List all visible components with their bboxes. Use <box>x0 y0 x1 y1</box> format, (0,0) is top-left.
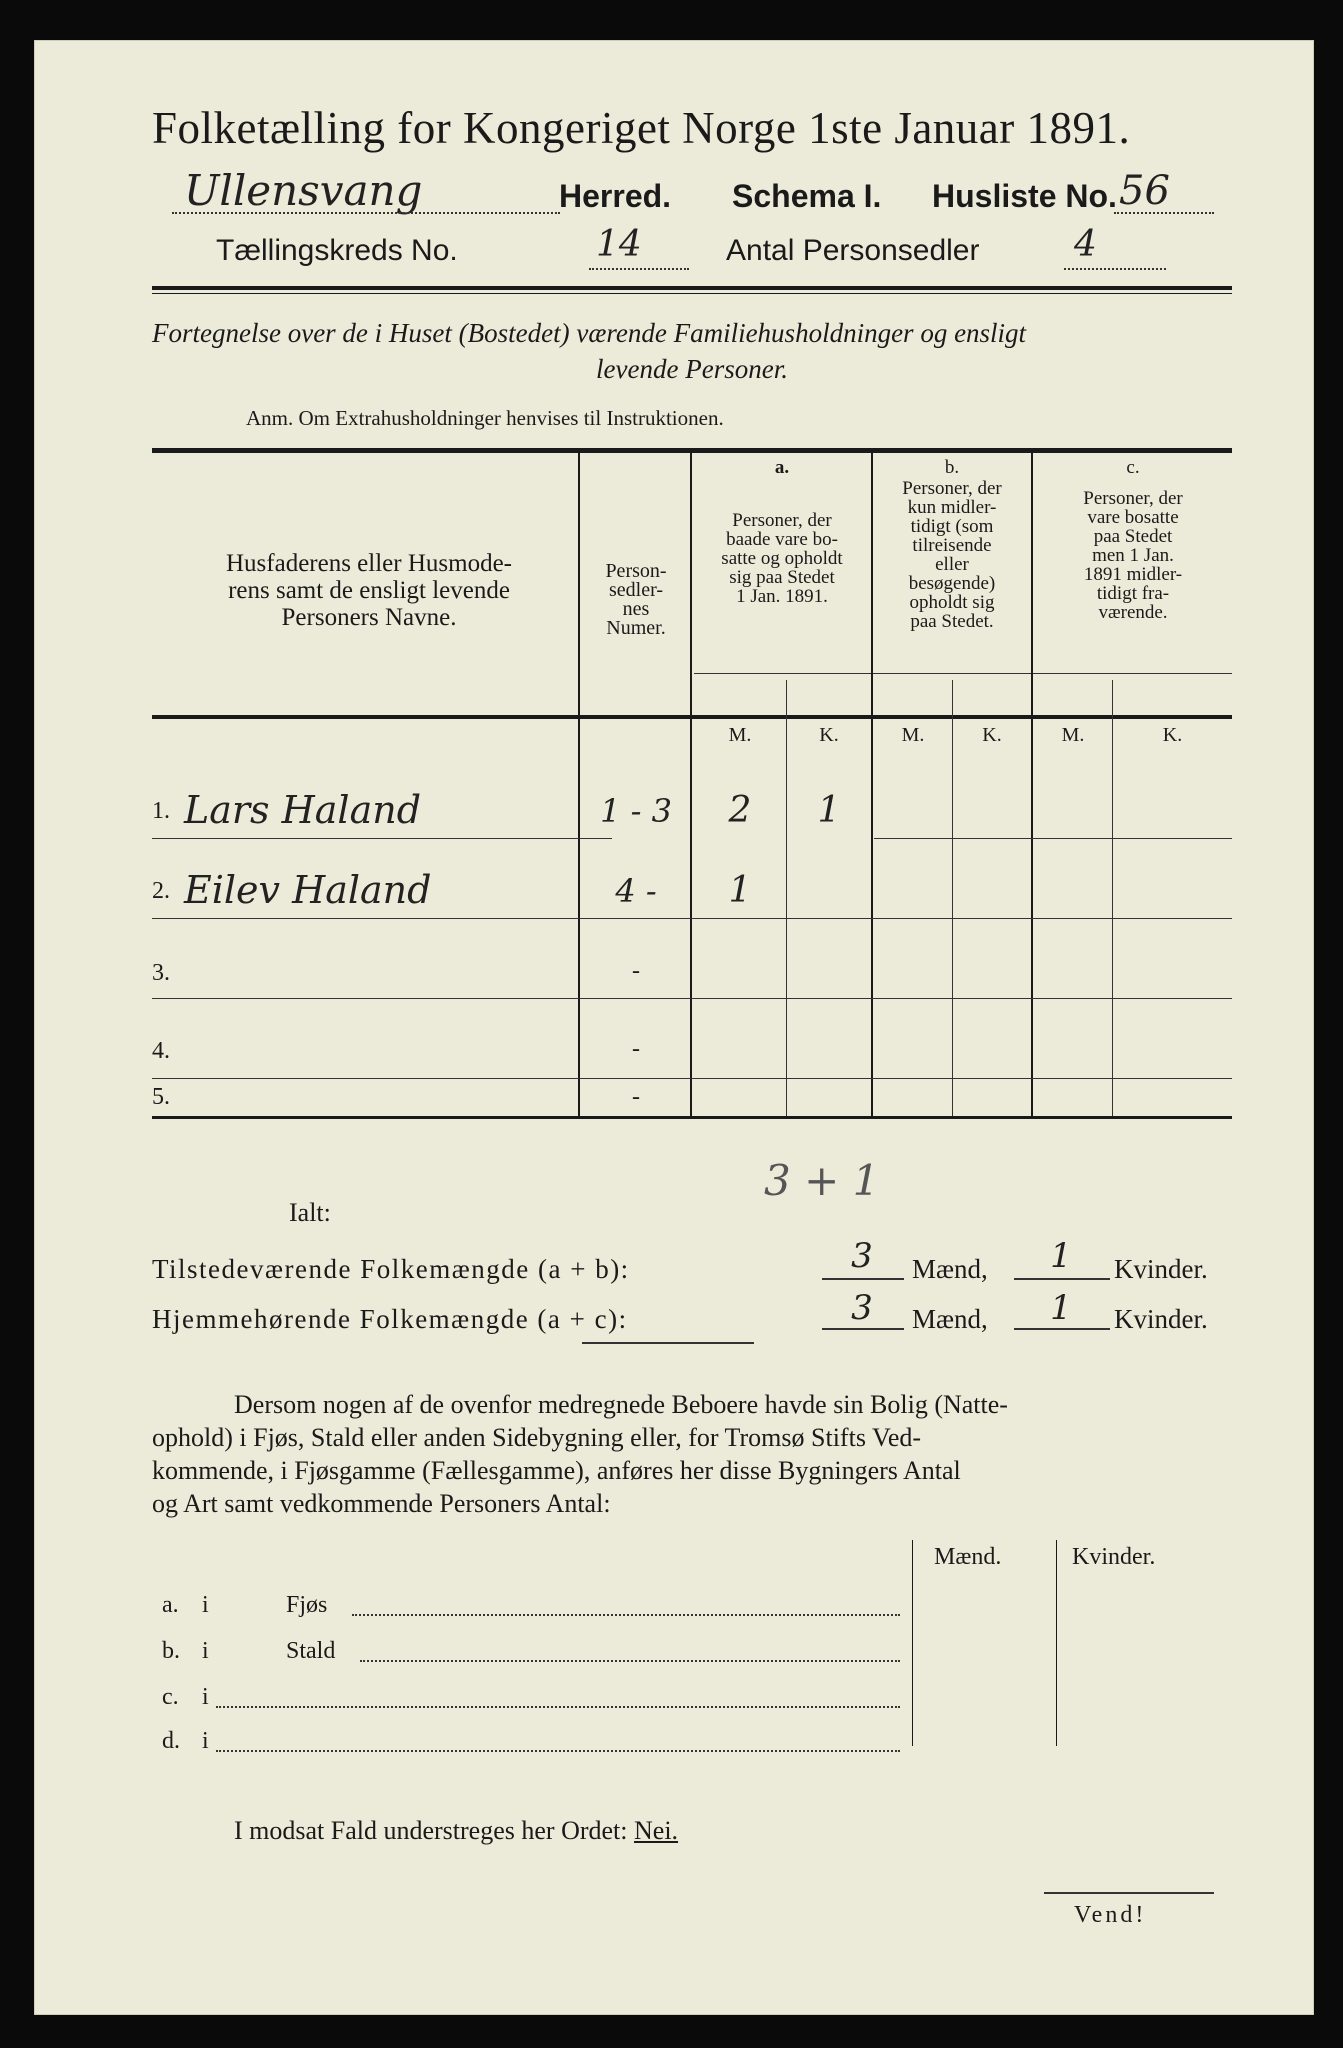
intro-line-2: levende Personer. <box>596 354 788 384</box>
person-name: Eilev Haland <box>184 868 432 912</box>
schema-label: Schema I. <box>732 178 882 214</box>
col-header-names: Husfaderens eller Husmode- rens samt de ensligt levende Personers Navne. <box>225 550 512 631</box>
kreds-number: 14 <box>596 224 642 265</box>
a-m-value: 1 <box>728 870 752 911</box>
personsedler-number: 4 <box>1074 224 1097 265</box>
tilstede-maend-label: Mænd, <box>912 1254 988 1284</box>
person-numer: - <box>632 958 640 984</box>
person-numer: 4 - <box>615 872 657 910</box>
c-k-label: K. <box>1162 724 1183 746</box>
person-numer: - <box>632 1084 640 1110</box>
ialt-label: Ialt: <box>289 1198 331 1227</box>
person-numer: - <box>632 1036 640 1062</box>
hjemme-kvinder-label: Kvinder. <box>1114 1304 1208 1334</box>
form-title: Folketælling for Kongeriget Norge 1ste Januar 1891. <box>152 103 1131 153</box>
census-form-page: Folketælling for Kongeriget Norge 1ste Januar 1891. Ullensvang Herred. Schema I. Husliste No. 56 Tællingskreds No. 14 Antal Personsedler 4 Fortegnelse over de i Huset (Bostedet) værende Familiehusholdninger og ensligt levende Personer. Anm. Om Extrahusholdninger henvises til Instruktionen. Husfaderens eller Husmode- rens samt de ensligt levende Personers Navne. Person- sedler- nes Numer. a. Personer, der baade vare bo- satte og opholdt sig paa Stedet 1 Jan. 1891. b. Personer, der kun midler- tidigt (som tilreisende eller besøgende) opholdt sig paa Stedet. c. Personer, der vare bosatte paa Stedet men 1 Jan. 1891 midler- tidigt fra- værende. M. K. M. K. M. K. 1. Lars Haland 1 - 3 2 1 2. Eilev Haland 4 - 1 3. - 4. - 5. - 3 + 1 Ialt: Tilstedeværende Folkemængde (a + b): 3 Mænd, 1 Kvinder. Hjemmehørende Folkemængde (a + c): 3 Mænd, 1 Kvinder. Dersom nogen af de ovenfor medregnede Beboere havde sin Bolig (Natte- ophold) i Fjøs, Stald eller anden Sidebygning eller, for Tromsø Stifts Ved- kommende, i Fjøsgamme (Fællesgamme), anføres her disse Bygningers Antal og Art samt vedkommende Personers Antal: Mænd. Kvinder. a. i Fjøs b. i Stald c. i d. i I modsat Fald understreges her Ordet: Nei. Vend! <box>34 40 1314 2015</box>
person-numer: 1 - 3 <box>600 792 672 830</box>
vend-label: Vend! <box>1074 1902 1147 1928</box>
col-header-numer: Person- sedler- nes Numer. <box>605 560 667 639</box>
personsedler-label: Antal Personsedler <box>726 234 980 267</box>
tilstede-maend-value: 3 <box>851 1236 873 1276</box>
margin-note: 3 + 1 <box>764 1156 880 1205</box>
person-name: Lars Haland <box>184 788 422 832</box>
a-m-label: M. <box>728 724 752 746</box>
tilstede-label: Tilstedeværende Folkemængde (a + b): <box>152 1254 630 1284</box>
hjemme-kvinder-value: 1 <box>1050 1288 1072 1328</box>
section-divider <box>582 1342 754 1344</box>
hjemme-maend-label: Mænd, <box>912 1304 988 1334</box>
maend-column-header: Mænd. <box>934 1544 1002 1570</box>
col-header-c: c. Personer, der vare bosatte paa Stedet men 1 Jan. 1891 midler- tidigt fra- værende. <box>1083 457 1183 623</box>
col-header-a: a. Personer, der baade vare bo- satte og opholdt sig paa Stedet 1 Jan. 1891. <box>721 457 843 607</box>
b-m-label: M. <box>901 724 925 746</box>
row-number: 5. <box>152 1084 170 1110</box>
b-k-label: K. <box>982 724 1002 746</box>
herred-name: Ullensvang <box>184 166 423 215</box>
row-number: 4. <box>152 1038 170 1064</box>
a-k-label: K. <box>819 724 839 746</box>
husliste-label: Husliste No. <box>932 178 1117 214</box>
kreds-label: Tællingskreds No. <box>216 234 458 267</box>
row-number: 3. <box>152 960 170 986</box>
buildings-paragraph: Dersom nogen af de ovenfor medregnede Beboere havde sin Bolig (Natte- ophold) i Fjøs, Stald eller anden Sidebygning eller, for Tromsø Stifts Ved- kommende, i Fjøsgamme (Fællesgamme), anføres her disse Bygningers Antal og Art samt vedkommende Personers Antal: <box>152 1390 1008 1518</box>
herred-label: Herred. <box>559 178 672 214</box>
a-m-value: 2 <box>728 790 752 831</box>
row-number: 2. <box>152 878 170 904</box>
a-k-value: 1 <box>817 790 841 831</box>
nei-word: Nei. <box>634 1816 679 1845</box>
tilstede-kvinder-value: 1 <box>1050 1236 1072 1276</box>
modsat-fald-text: I modsat Fald understreges her Ordet: Nei. <box>234 1816 679 1845</box>
c-m-label: M. <box>1061 724 1085 746</box>
row-number: 1. <box>152 798 170 824</box>
husliste-number: 56 <box>1119 168 1170 214</box>
hjemme-maend-value: 3 <box>851 1288 873 1328</box>
anm-note: Anm. Om Extrahusholdninger henvises til Instruktionen. <box>246 406 724 430</box>
hjemme-label: Hjemmehørende Folkemængde (a + c): <box>152 1304 628 1334</box>
tilstede-kvinder-label: Kvinder. <box>1114 1254 1208 1284</box>
kvinder-column-header: Kvinder. <box>1072 1544 1156 1570</box>
intro-line-1: Fortegnelse over de i Huset (Bostedet) værende Familiehusholdninger og ensligt <box>152 318 1027 348</box>
col-header-b: b. Personer, der kun midler- tidigt (som tilreisende eller besøgende) opholdt sig paa Stedet. <box>902 457 1002 632</box>
